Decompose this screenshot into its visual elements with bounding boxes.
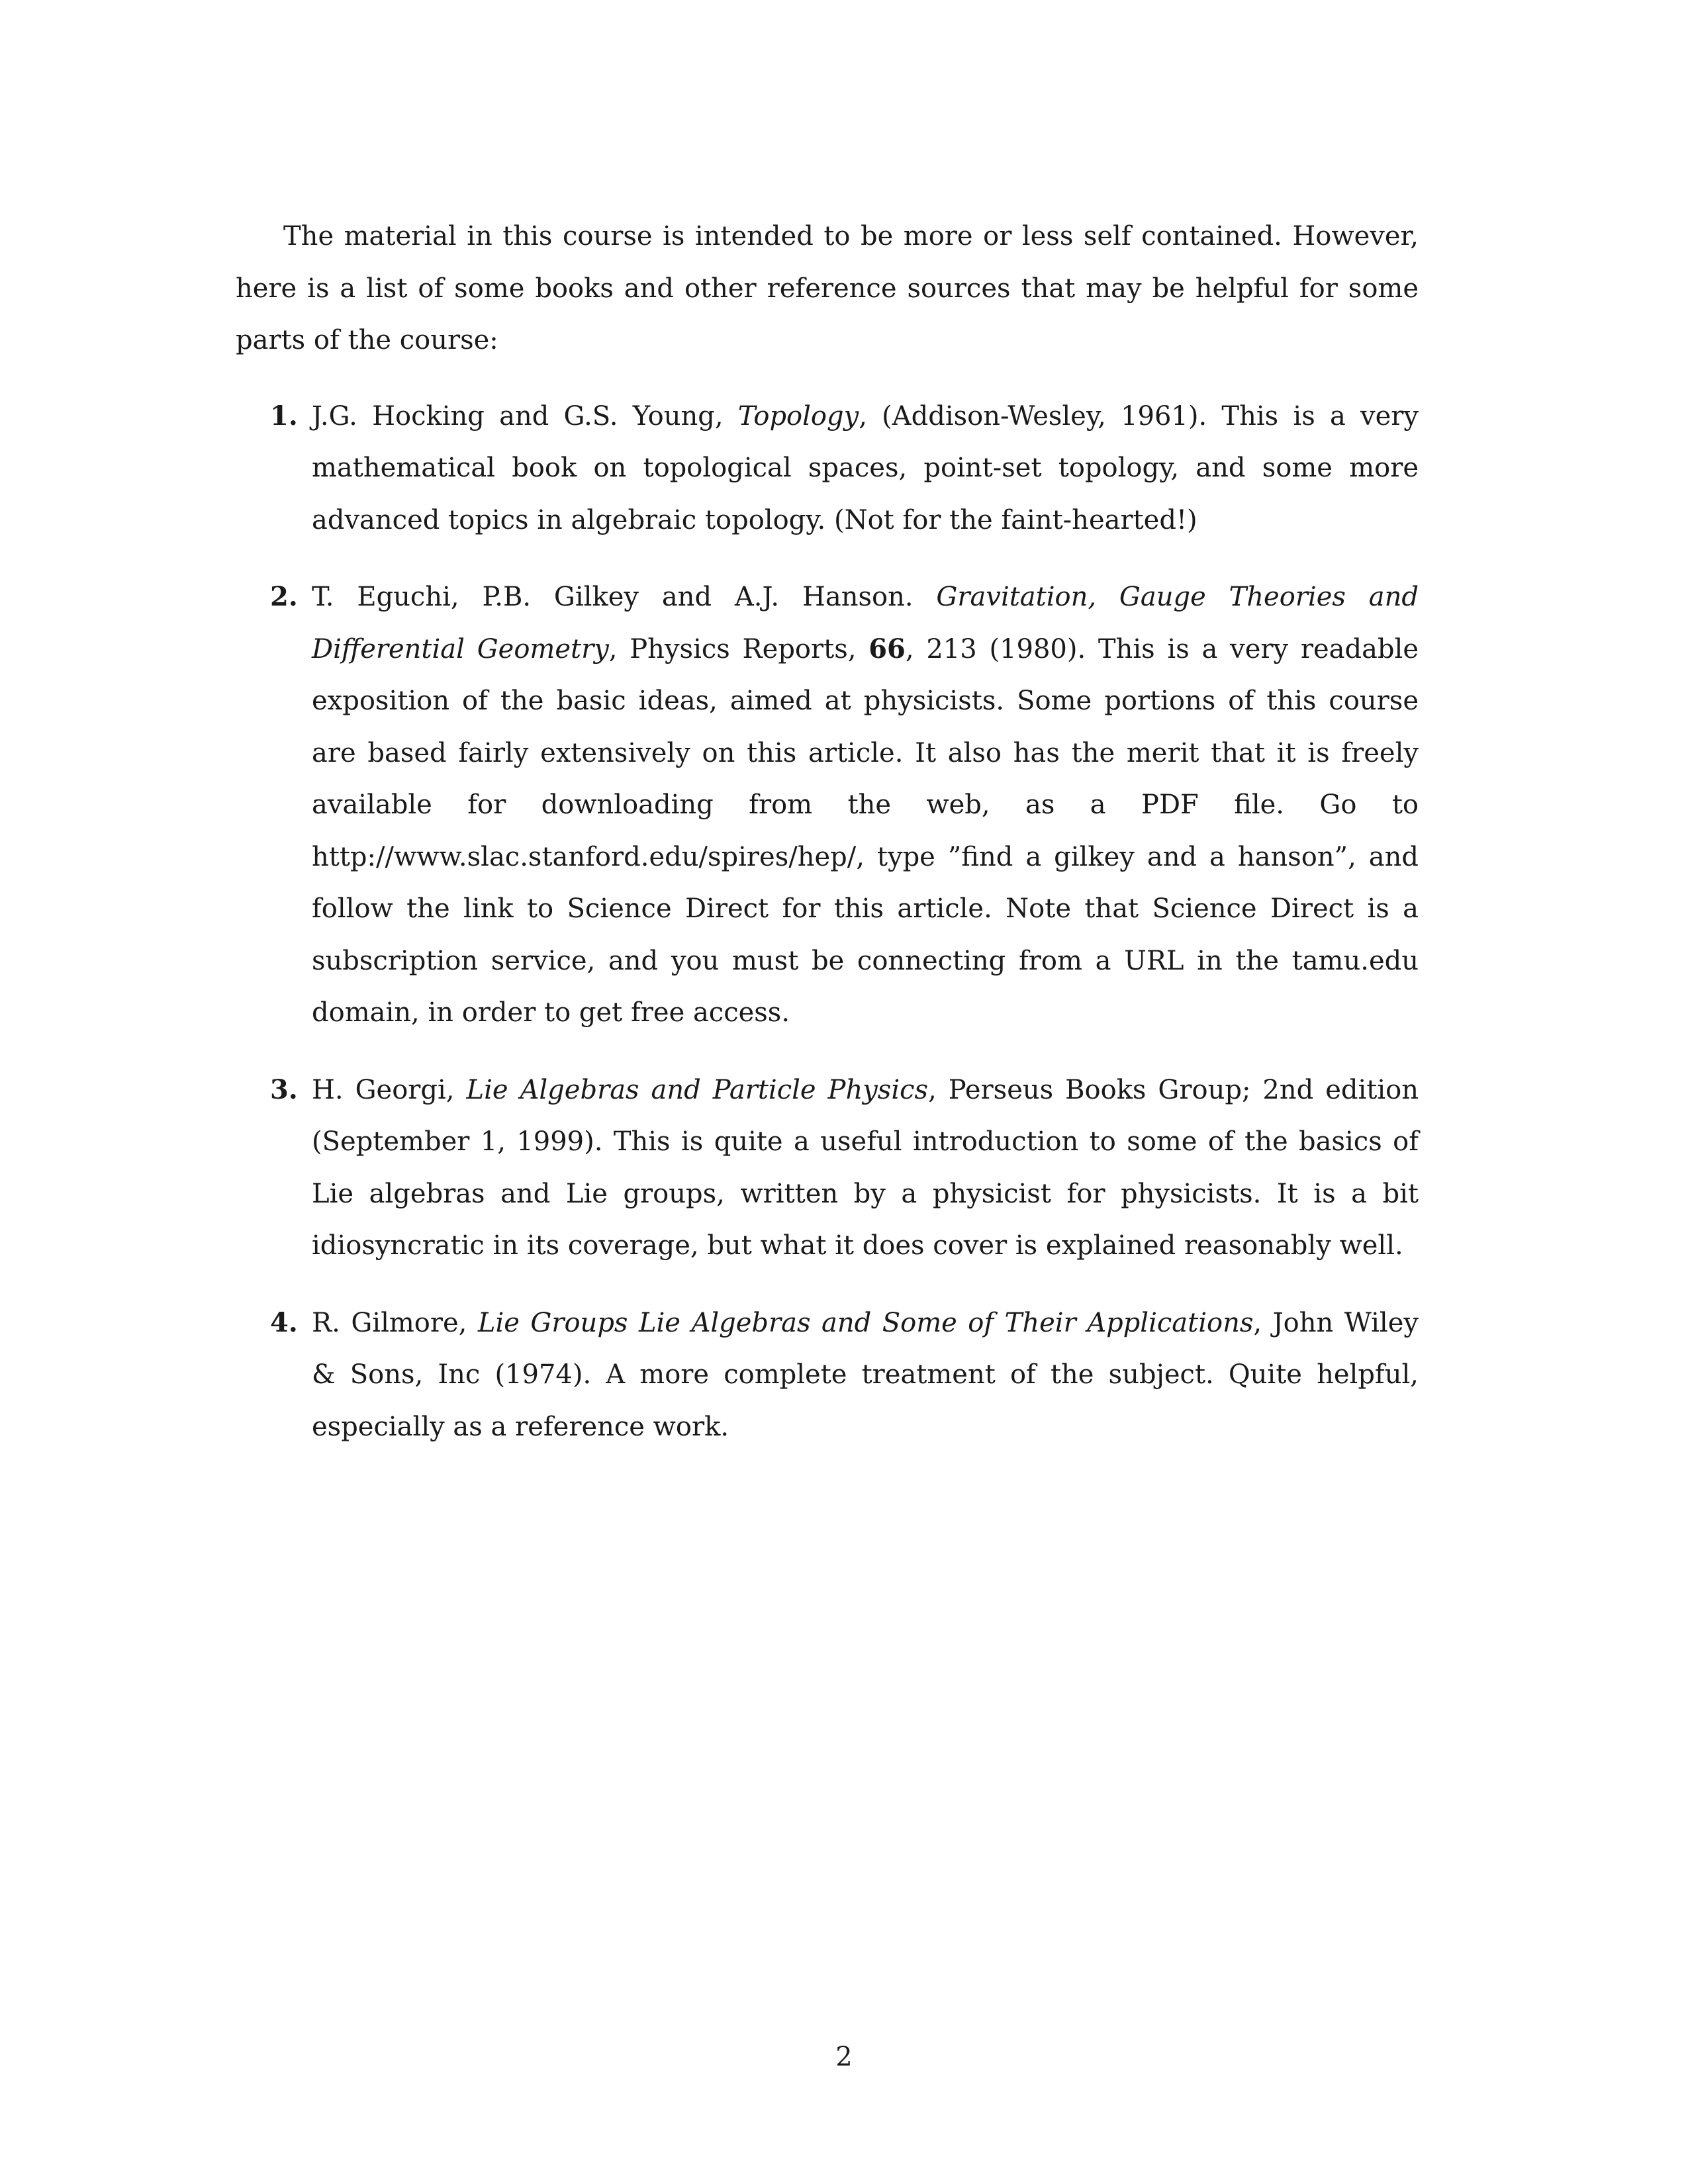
page-number: 2 [835,2042,853,2072]
reference-authors: J.G. Hocking and G.S. Young, [312,400,738,432]
reference-number: 3. [270,1073,298,1105]
reference-title: Lie Groups Lie Algebras and Some of Their Applications [477,1307,1254,1338]
reference-volume: 66 [868,633,906,664]
reference-authors: H. Georgi, [312,1074,467,1105]
reference-details: , (Addison-Wesley, 1961). This is a very mathematical book on topological spaces, point-set topology, and some more advanced topics in algebraic topology. (Not for the faint-hearted!) [312,400,1419,535]
reference-title: Lie Algebras and Particle Physics [466,1074,929,1105]
reference-details: , 213 (1980). This is a very readable exposition of the basic ideas, aimed at physicists. Some portions of this course are based fairly extensively on this article. It also has the merit that it is freely available for downloading from the web, as a PDF file. Go to http://www.slac.stanford.edu/spires/hep/, type ”find a gilkey and a hanson”, and follow the link to Science Direct for this article. Note that Science Direct is a subscription service, and you must be connecting from a URL in the tamu.edu domain, in order to get free access. [312,633,1419,1028]
page-body [236,210,1419,1478]
reference-list [236,390,1419,1453]
reference-authors: T. Eguchi, P.B. Gilkey and A.J. Hanson. [312,582,937,612]
reference-item-4 [236,1297,1419,1453]
reference-title: Topology [737,400,859,432]
reference-number: 1. [270,400,298,432]
reference-item-3 [236,1064,1419,1272]
reference-number: 4. [270,1306,298,1338]
reference-item-2 [236,571,1419,1039]
reference-item-1 [236,390,1419,547]
reference-authors: R. Gilmore, [312,1307,478,1338]
reference-details: , Perseus Books Group; 2nd edition (September 1, 1999). This is quite a useful introduction to some of the basics of Lie algebras and Lie groups, written by a physicist for physicists. It is a bit idiosyncratic in its coverage, but what it does cover is explained reasonably well. [312,1074,1419,1261]
intro-paragraph: The material in this course is intended to be more or less self contained. However, here is a list of some books and other reference sources that may be helpful for some parts of the course: [236,221,1419,355]
reference-number: 2. [270,581,298,612]
reference-details: , John Wiley & Sons, Inc (1974). A more complete treatment of the subject. Quite helpful, especially as a reference work. [312,1307,1419,1442]
reference-title: Gravitation, Gauge Theories and Differential Geometry [312,582,1419,664]
reference-journal: , Physics Reports, [608,633,869,664]
